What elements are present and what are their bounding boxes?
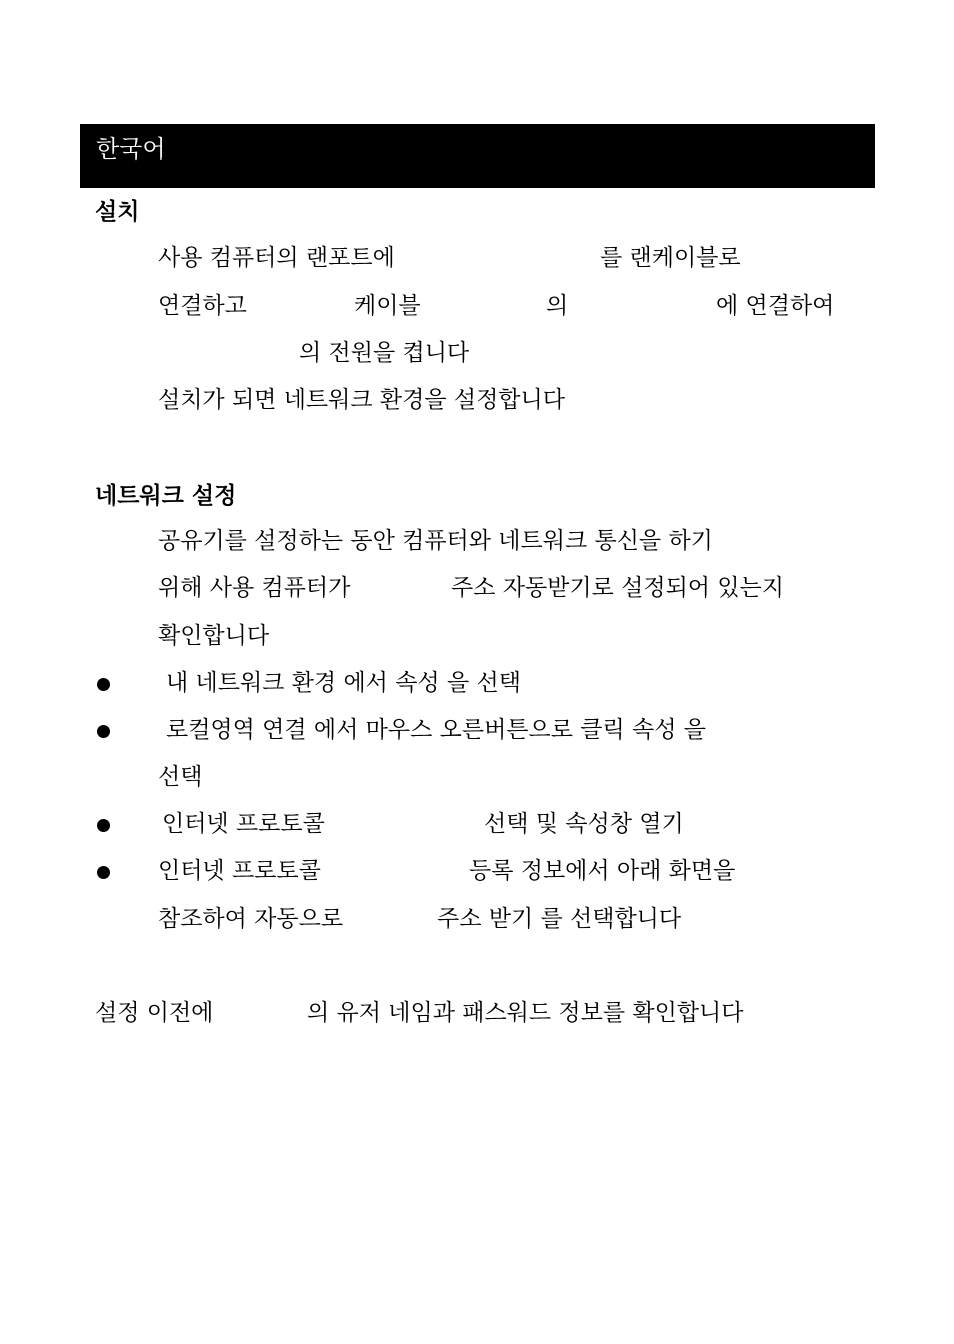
footer-note-part-a: 설정 이전에: [95, 1000, 214, 1026]
bullet-4-marker: [97, 866, 110, 879]
bullet-2-text-line2: 선택: [158, 764, 203, 790]
bullet-3-text-part-a: 인터넷 프로토콜: [162, 811, 325, 837]
bullet-4-text-line2-part-b: 주소 받기 를 선택합니다: [437, 906, 682, 932]
network-heading: 네트워크 설정: [95, 483, 237, 509]
install-line3: 의 전원을 켭니다: [299, 340, 470, 366]
install-line2-part-a: 연결하고: [158, 293, 247, 319]
network-intro-line3: 확인합니다: [158, 623, 270, 649]
install-heading: 설치: [95, 199, 140, 225]
bullet-1-text: 내 네트워크 환경 에서 속성 을 선택: [166, 670, 521, 696]
bullet-4-text-part-a: 인터넷 프로토콜: [158, 858, 321, 884]
install-line2-part-c: 의: [546, 293, 569, 319]
install-line4: 설치가 되면 네트워크 환경을 설정합니다: [158, 387, 565, 413]
bullet-4-text-line2-part-a: 참조하여 자동으로: [158, 906, 344, 932]
install-line2-part-d: 에 연결하여: [716, 293, 835, 319]
language-title: 한국어: [96, 135, 166, 163]
footer-note-part-b: 의 유저 네임과 패스워드 정보를 확인합니다: [307, 1000, 744, 1026]
bullet-3-marker: [97, 819, 110, 832]
bullet-3-text-part-b: 선택 및 속성창 열기: [484, 811, 684, 837]
bullet-4-text-part-b: 등록 정보에서 아래 화면을: [469, 858, 736, 884]
install-line2-part-b: 케이블: [354, 293, 421, 319]
network-intro-line2-part-a: 위해 사용 컴퓨터가: [158, 575, 351, 601]
bullet-1-marker: [97, 678, 110, 691]
bullet-2-marker: [97, 725, 110, 738]
language-header-bar: [80, 124, 875, 188]
install-line1-part-b: 를 랜케이블로: [600, 245, 741, 271]
network-intro-line2-part-b: 주소 자동받기로 설정되어 있는지: [451, 575, 784, 601]
install-line1-part-a: 사용 컴퓨터의 랜포트에: [158, 245, 395, 271]
network-intro-line1: 공유기를 설정하는 동안 컴퓨터와 네트워크 통신을 하기: [158, 528, 713, 554]
bullet-2-text-line1: 로컬영역 연결 에서 마우스 오른버튼으로 클릭 속성 을: [166, 717, 706, 743]
